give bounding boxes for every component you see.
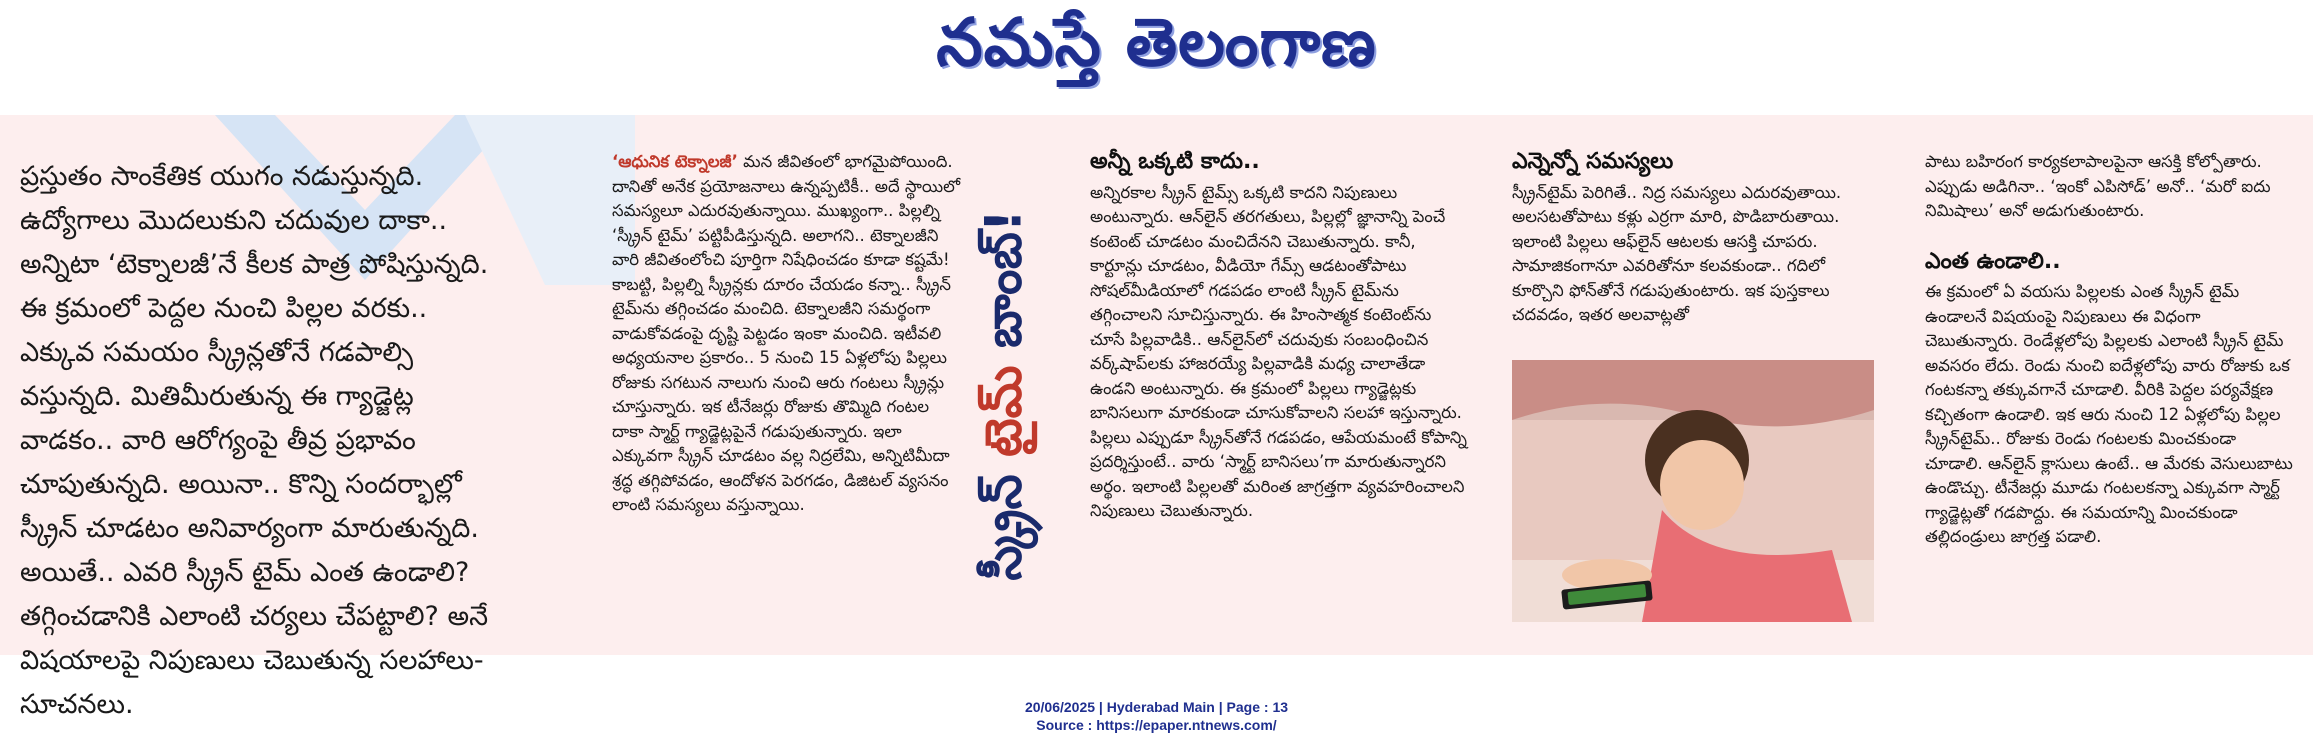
- section-heading: ఎంత ఉండాలి..: [1925, 248, 2061, 274]
- column-1-body: మన జీవితంలో భాగమైపోయింది. దానితో అనేక ప్రయోజనాలు ఉన్నప్పటికీ.. అదే స్థాయిలో సమస్యలూ ఎదురవుతున్నాయి. ముఖ్యంగా.. పిల్లల్ని ‘స్క్రీన్ టైమ్’ పట్టిపీడిస్తున్నది. అలాగని.. టెక్నాలజీని వారి జీవితంలోంచి పూర్తిగా నిషేధించడం కూడా కష్టమే! కాబట్టి, పిల్లల్ని స్క్రీన్లకు దూరం చేయడం కన్నా.. స్క్రీన్ టైమ్‌ను తగ్గించడం మంచిది. టెక్నాలజీని సమర్థంగా వాడుకోవడంపై దృష్టి పెట్టడం ఇంకా మంచిది. ఇటీవలి అధ్యయనాల ప్రకారం.. 5 నుంచి 15 ఏళ్లలోపు పిల్లలు రోజుకు సగటున నాలుగు నుంచి ఆరు గంటలు స్క్రీన్లు చూస్తున్నారు. ఇక టీనేజర్లు రోజుకు తొమ్మిది గంటల దాకా స్మార్ట్ గ్యాడ్జెట్లపైనే గడుపుతున్నారు. ఇలా ఎక్కువగా స్క్రీన్ చూడటం వల్ల నిద్రలేమి, అన్నిటిమీదా శ్రద్ధ తగ్గిపోవడం, ఆందోళన పెరగడం, డిజిటల్ వ్యసనం లాంటి సమస్యలు వస్తున్నాయి.: [612, 152, 961, 514]
- article-column-3: [1512, 150, 1882, 328]
- masthead-logo: నమస్తే తెలంగాణ: [936, 4, 1377, 81]
- page-footer: [0, 698, 2313, 734]
- vertical-headline: [955, 150, 1065, 640]
- headline-part-3: బాంబ్!: [974, 209, 1033, 349]
- section-heading: ఎన్నెన్నో సమస్యలు: [1512, 149, 1674, 174]
- section-heading: అన్నీ ఒక్కటి కాదు..: [1090, 149, 1260, 174]
- lead-phrase: ‘ఆధునిక టెక్నాలజీ’: [612, 152, 738, 171]
- headline-part-2: టైమ్: [974, 365, 1033, 457]
- column-3-body: స్క్రీన్‌టైమ్ పెరిగితే.. నిద్ర సమస్యలు ఎదురవుతాయి. అలసటతోపాటు కళ్లు ఎర్రగా మారి, పొడిబారుతాయి. ఇలాంటి పిల్లలు ఆఫ్‌లైన్ ఆటలకు ఆసక్తి చూపరు. సామాజికంగానూ ఎవరితోనూ కలవకుండా.. గదిలో కూర్చొని ఫోన్‌తోనే గడుపుతుంటారు. ఇక పుస్తకాలు చదవడం, ఇతర అలవాట్లతో: [1512, 182, 1842, 324]
- headline-part-1: స్క్రీన్: [974, 474, 1033, 581]
- article-column-2: [1090, 150, 1470, 524]
- article-column-1: [612, 150, 962, 518]
- source-link[interactable]: Source : https://epaper.ntnews.com/: [1036, 717, 1277, 733]
- child-with-phone-photo: [1512, 360, 1874, 622]
- column-4-body-continued: పాటు బహిరంగ కార్యకలాపాలపైనా ఆసక్తి కోల్పోతారు. ఎప్పుడు అడిగినా.. ‘ఇంకో ఎపిసోడ్’ అనో.. ‘మరో ఐదు నిమిషాలు’ అనో అడుగుతుంటారు.: [1925, 152, 2271, 220]
- article-column-4: [1925, 150, 2295, 550]
- column-4-body: ఈ క్రమంలో ఏ వయసు పిల్లలకు ఎంత స్క్రీన్ టైమ్ ఉండాలనే విషయంపై నిపుణులు ఈ విధంగా చెబుతున్నారు. రెండేళ్లలోపు పిల్లలకు ఎలాంటి స్క్రీన్ టైమ్ అవసరం లేదు. రెండు నుంచి ఐదేళ్లలోపు వారు రోజుకు ఒక గంటకన్నా తక్కువగానే చూడాలి. వీరికి పెద్దల పర్యవేక్షణ కచ్చితంగా ఉండాలి. ఇక ఆరు నుంచి 12 ఏళ్లలోపు పిల్లల స్క్రీన్‌టైమ్.. రోజుకు రెండు గంటలకు మించకుండా చూడాలి. ఆన్‌లైన్ క్లాసులు ఉంటే.. ఆ మేరకు వెసులుబాటు ఉండొచ్చు. టీనేజర్లు మూడు గంటలకన్నా ఎక్కువగా స్మార్ట్ గ్యాడ్జెట్లతో గడపొద్దు. ఈ సమయాన్ని మించకుండా తల్లిదండ్రులు జాగ్రత్త పడాలి.: [1925, 282, 2293, 546]
- column-2-body: అన్నిరకాల స్క్రీన్ టైమ్స్ ఒక్కటి కాదని నిపుణులు అంటున్నారు. ఆన్‌లైన్ తరగతులు, పిల్లల్లో జ్ఞానాన్ని పెంచే కంటెంట్ చూడటం మంచిదేనని చెబుతున్నారు. కానీ, కార్టూన్లు చూడటం, వీడియో గేమ్స్ ఆడటంతోపాటు సోషల్‌మీడియాలో గడపడం లాంటి స్క్రీన్ టైమ్‌ను తగ్గించాలని సూచిస్తున్నారు. ఈ హింసాత్మక కంటెంట్‌ను చూసే పిల్లవాడికి.. ఆన్‌లైన్‌లో చదువుకు సంబంధించిన వర్క్‌షాప్‌లకు హాజరయ్యే పిల్లవాడికి మధ్య చాలాతేడా ఉండని అంటున్నారు. ఈ క్రమంలో పిల్లలు గ్యాడ్జెట్లకు బానిసలుగా మారకుండా చూసుకోవాలని సలహా ఇస్తున్నారు. పిల్లలు ఎప్పుడూ స్క్రీన్‌తోనే గడపడం, ఆపేయమంటే కోపాన్ని ప్రదర్శిస్తుంటే.. వారు ‘స్మార్ట్ బానిసలు’గా మారుతున్నారని అర్థం. ఇలాంటి పిల్లలతో మరింత జాగ్రత్తగా వ్యవహరించాలని నిపుణులు చెబుతున్నారు.: [1090, 182, 1467, 520]
- intro-paragraph: ప్రస్తుతం సాంకేతిక యుగం నడుస్తున్నది. ఉద్యోగాలు మొదలుకుని చదువుల దాకా.. అన్నిటా ‘టెక్నాలజీ’నే కీలక పాత్ర పోషిస్తున్నది. ఈ క్రమంలో పెద్దల నుంచి పిల్లల వరకు.. ఎక్కువ సమయం స్క్రీన్లతోనే గడపాల్సి వస్తున్నది. మితిమీరుతున్న ఈ గ్యాడ్జెట్ల వాడకం.. వారి ఆరోగ్యంపై తీవ్ర ప్రభావం చూపుతున్నది. అయినా.. కొన్ని సందర్భాల్లో స్క్రీన్ చూడటం అనివార్యంగా మారుతున్నది. అయితే.. ఎవరి స్క్రీన్ టైమ్ ఎంత ఉండాలి? తగ్గించడానికి ఎలాంటి చర్యలు చేపట్టాలి? అనే విషయాలపై నిపుణులు చెబుతున్న సలహాలు-సూచనలు.: [20, 161, 489, 720]
- edition-info: 20/06/2025 | Hyderabad Main | Page : 13: [1024, 699, 1289, 715]
